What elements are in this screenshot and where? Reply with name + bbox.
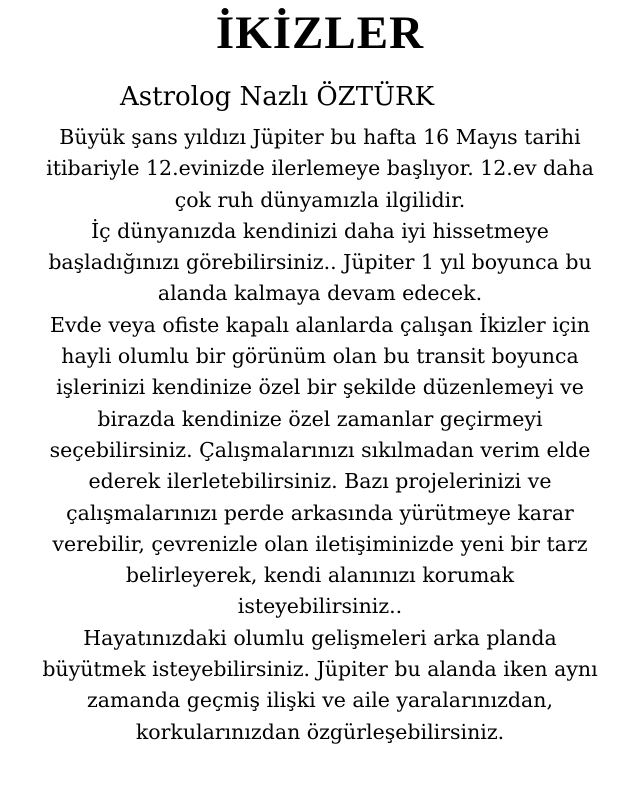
- text-line: Hayatınızdaki olumlu gelişmeleri arka planda: [83, 625, 557, 650]
- text-line: büyütmek isteyebilirsiniz. Jüpiter bu alanda iken aynı: [42, 657, 598, 682]
- text-line: verebilir, çevrenizle olan iletişiminizde yeni bir tarz: [52, 531, 588, 556]
- text-line: seçebilirsiniz. Çalışmalarınızı sıkılmadan verim elde: [49, 437, 591, 462]
- text-line: itibariyle 12.evinizde ilerlemeye başlıyor. 12.ev daha: [46, 156, 594, 181]
- text-line: alanda kalmaya devam edecek.: [157, 281, 483, 306]
- text-line: İç dünyanızda kendinizi daha iyi hissetmeye: [91, 218, 549, 243]
- text-line: hayli olumlu bir görünüm olan bu transit boyunca: [61, 344, 579, 369]
- text-line: birazda kendinize özel zamanlar geçirmeyi: [97, 406, 543, 431]
- text-line: belirleyerek, kendi alanınızı korumak: [125, 563, 515, 588]
- text-line: çalışmalarınızı perde arkasında yürütmeye karar: [66, 500, 574, 525]
- text-line: zamanda geçmiş ilişki ve aile yaralarınızdan,: [87, 688, 553, 713]
- text-line: korkularınızdan özgürleşebilirsiniz.: [135, 719, 505, 744]
- horoscope-body: [0, 122, 640, 748]
- text-line: isteyebilirsiniz..: [237, 594, 403, 619]
- author-name: Astrolog Nazlı ÖZTÜRK: [120, 82, 435, 112]
- text-line: Büyük şans yıldızı Jüpiter bu hafta 16 Mayıs tarihi: [59, 125, 581, 149]
- text-line: başladığınızı görebilirsiniz.. Jüpiter 1 yıl boyunca bu: [48, 250, 592, 275]
- text-line: ederek ilerletebilirsiniz. Bazı projelerinizi ve: [88, 469, 552, 494]
- text-line: çok ruh dünyamızla ilgilidir.: [174, 187, 466, 212]
- text-line: Evde veya ofiste kapalı alanlarda çalışan İkizler için: [50, 312, 590, 337]
- text-line: işlerinizi kendinize özel bir şekilde düzenlemeyi ve: [56, 375, 584, 400]
- page-title: İKİZLER: [215, 7, 425, 59]
